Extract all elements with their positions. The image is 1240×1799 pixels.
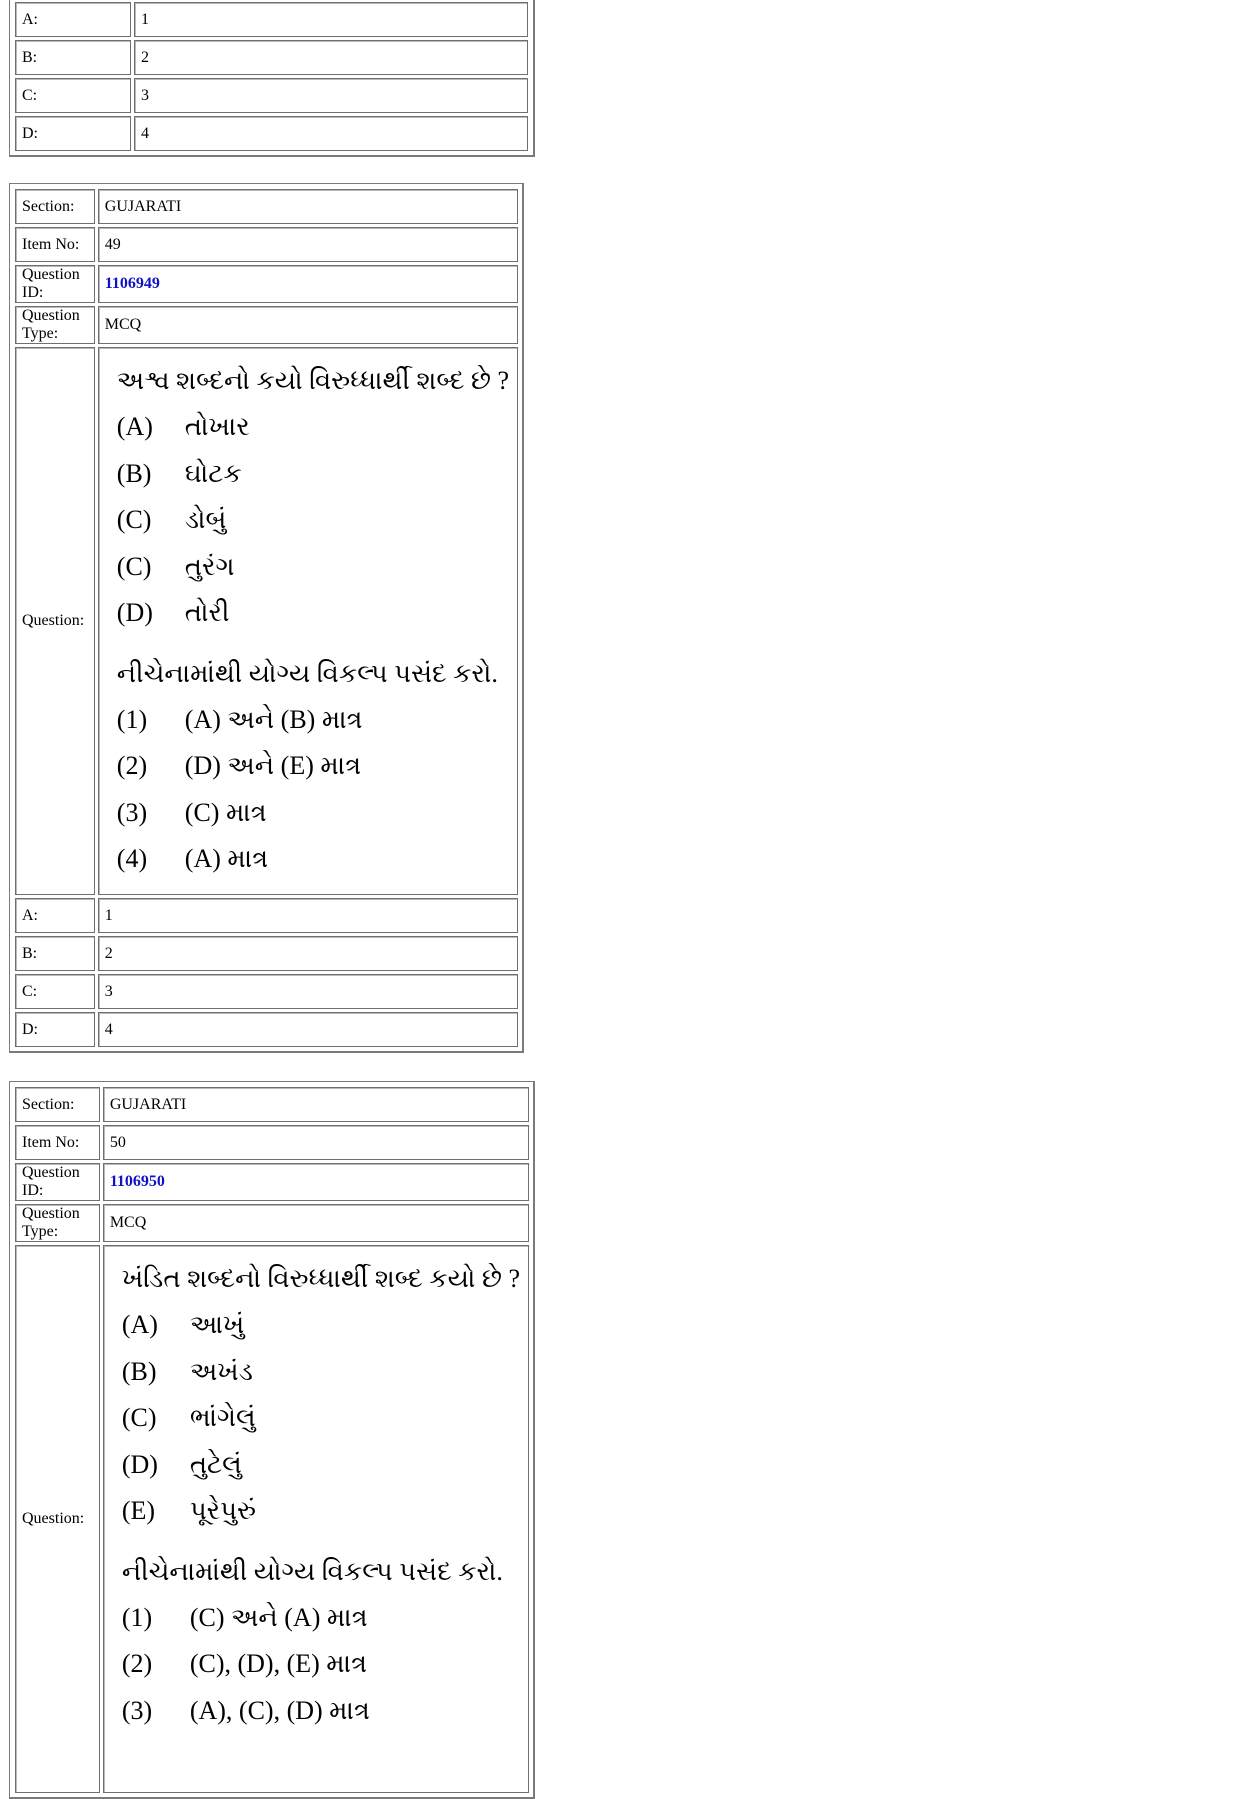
question-id-value <box>103 1163 529 1201</box>
question-50-table <box>9 1081 535 1799</box>
answer-value: 3 <box>98 974 518 1009</box>
question-label: Question: <box>15 347 95 895</box>
choice-1: (1) (C) અને (A) માત્ર <box>121 1602 368 1632</box>
answer-label: C: <box>15 974 95 1009</box>
question-id-label: Question ID: <box>15 1163 100 1201</box>
question-label: Question: <box>15 1245 100 1793</box>
answer-label: B: <box>15 40 131 75</box>
question-type-label: Question Type: <box>15 306 95 344</box>
answer-row-a <box>15 898 518 933</box>
item-no-value: 49 <box>98 227 518 262</box>
answer-row-b <box>15 936 518 971</box>
choice-3: (3) (A), (C), (D) માત્ર <box>121 1695 370 1725</box>
question-instruction: નીચેનામાંથી યોગ્ય વિકલ્પ પસંદ કરો. <box>116 658 498 688</box>
option-b: (B) ઘોટક <box>116 458 242 488</box>
answer-row-a <box>15 2 528 37</box>
item-no-value: 50 <box>103 1125 529 1160</box>
item-no-row <box>15 1125 529 1160</box>
question-row <box>15 347 518 895</box>
option-c: (C) ડોબું <box>116 505 227 534</box>
option-c-second: (C) તુરંગ <box>116 551 235 581</box>
question-type-row <box>15 306 518 344</box>
answer-value: 4 <box>98 1012 518 1047</box>
item-no-label: Item No: <box>15 227 95 262</box>
section-value: GUJARATI <box>98 189 518 224</box>
question-row <box>15 1245 529 1793</box>
option-a: (A) તોખાર <box>116 412 250 441</box>
answer-value: 4 <box>134 116 528 151</box>
question-content <box>98 347 518 895</box>
section-label: Section: <box>15 189 95 224</box>
item-no-row <box>15 227 518 262</box>
question-id-row <box>15 265 518 303</box>
item-no-label: Item No: <box>15 1125 100 1160</box>
choice-1: (1) (A) અને (B) માત્ર <box>116 704 363 734</box>
answer-row-c <box>15 974 518 1009</box>
answer-label: A: <box>15 898 95 933</box>
question-id-label: Question ID: <box>15 265 95 303</box>
question-type-row <box>15 1204 529 1242</box>
option-b: (B) અખંડ <box>121 1356 253 1386</box>
answer-row-b <box>15 40 528 75</box>
choice-4: (4) (A) માત્ર <box>116 844 269 873</box>
answer-value: 3 <box>134 78 528 113</box>
answer-value: 2 <box>134 40 528 75</box>
question-48-answer-table <box>9 0 535 157</box>
question-stem: અશ્વ શબ્દનો કયો વિરુધ્ધાર્થી શબ્દ છે ? <box>116 366 509 395</box>
question-stem: ખંડિત શબ્દનો વિરુધ્ધાર્થી શબ્દ કયો છે ? <box>121 1264 520 1293</box>
question-type-label: Question Type: <box>15 1204 100 1242</box>
answer-row-d <box>15 1012 518 1047</box>
question-id: 1106949 <box>104 275 160 292</box>
section-label: Section: <box>15 1087 100 1122</box>
answer-label: D: <box>15 1012 95 1047</box>
question-49-table <box>9 183 524 1053</box>
question-type-value: MCQ <box>103 1204 529 1242</box>
section-row <box>15 189 518 224</box>
option-e: (E) પૂરેપુરું <box>121 1496 257 1525</box>
option-a: (A) આખું <box>121 1310 245 1339</box>
answer-value: 1 <box>98 898 518 933</box>
question-id-row <box>15 1163 529 1201</box>
option-d: (D) તોરી <box>116 598 230 627</box>
answer-label: B: <box>15 936 95 971</box>
answer-label: C: <box>15 78 131 113</box>
question-instruction: નીચેનામાંથી યોગ્ય વિકલ્પ પસંદ કરો. <box>121 1556 503 1586</box>
question-content <box>103 1245 529 1793</box>
choice-2: (2) (D) અને (E) માત્ર <box>116 751 362 780</box>
answer-value: 1 <box>134 2 528 37</box>
answer-row-d <box>15 116 528 151</box>
answer-label: D: <box>15 116 131 151</box>
choice-3: (3) (C) માત્ર <box>116 797 267 827</box>
answer-label: A: <box>15 2 131 37</box>
question-id: 1106950 <box>109 1173 165 1190</box>
option-c: (C) ભાંગેલું <box>121 1403 256 1432</box>
answer-value: 2 <box>98 936 518 971</box>
choice-2: (2) (C), (D), (E) માત્ર <box>121 1649 367 1678</box>
question-type-value: MCQ <box>98 306 518 344</box>
answer-row-c <box>15 78 528 113</box>
section-row <box>15 1087 529 1122</box>
question-id-value <box>98 265 518 303</box>
section-value: GUJARATI <box>103 1087 529 1122</box>
option-d: (D) તુટેલું <box>121 1449 242 1479</box>
